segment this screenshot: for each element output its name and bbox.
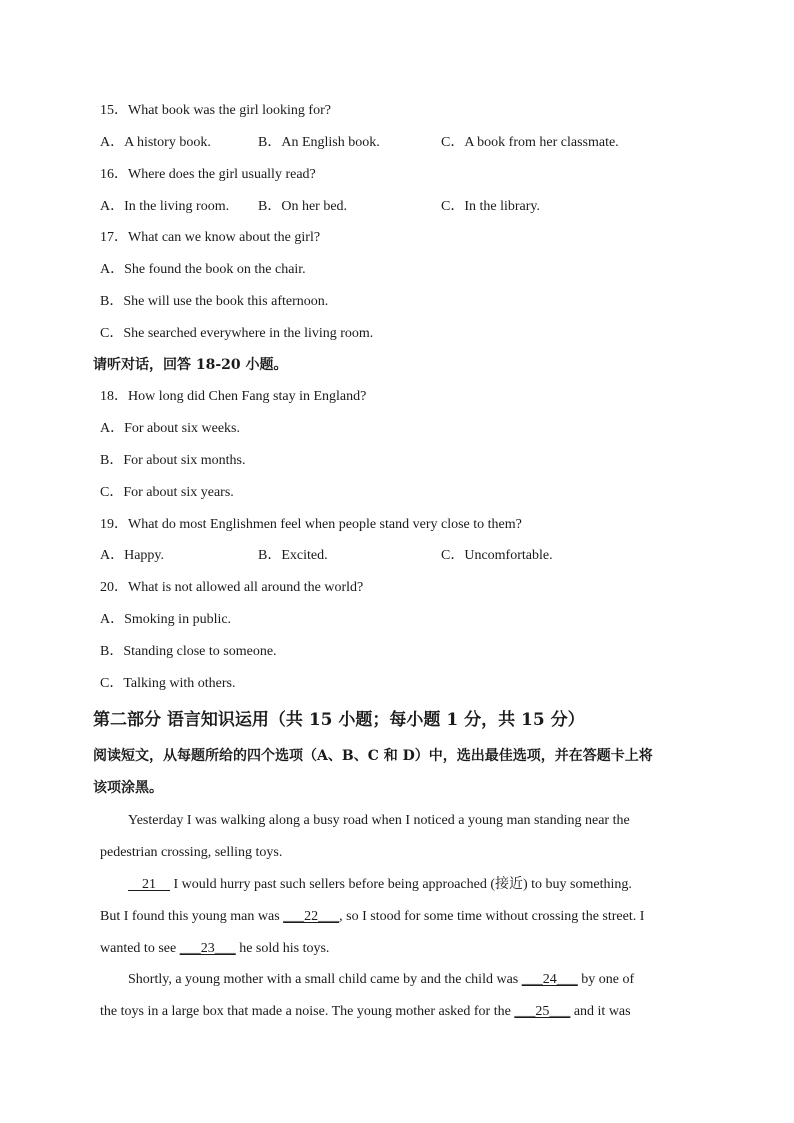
q16-option-a: A．In the living room. <box>100 199 230 214</box>
passage-text: Shortly, a young mother with a small child came by and the child was <box>128 972 522 987</box>
blank-23[interactable]: ___23___ <box>179 941 236 956</box>
passage-text: , so I stood for some time without crossing the street. I <box>339 909 645 924</box>
q17-option-a: A．She found the book on the chair. <box>100 262 306 277</box>
passage-text: wanted to see <box>100 941 180 956</box>
passage-line-4 <box>100 908 720 926</box>
passage-text: the toys in a large box that made a noise. The young mother asked for the <box>100 1004 515 1019</box>
blank-21[interactable]: 21 <box>128 877 170 892</box>
question-20: 20．What is not allowed all around the world? <box>100 580 364 595</box>
q19-option-b: B．Excited. <box>258 548 328 563</box>
q20-option-c: C．Talking with others. <box>100 676 236 691</box>
passage-line-3 <box>128 876 720 894</box>
q19-option-a: A．Happy. <box>100 548 165 563</box>
passage-text: by one of <box>577 972 635 987</box>
passage-text: he sold his toys. <box>235 941 330 956</box>
blank-24[interactable]: ___24___ <box>521 972 578 987</box>
q17-option-c: C．She searched everywhere in the living room. <box>100 326 374 341</box>
passage-text: and it was <box>570 1004 631 1019</box>
passage-line-2: pedestrian crossing, selling toys. <box>100 845 283 860</box>
q15-option-b: B．An English book. <box>258 135 380 150</box>
q16-option-b: B．On her bed. <box>258 199 348 214</box>
passage-line-7 <box>100 1003 720 1021</box>
question-17: 17．What can we know about the girl? <box>100 230 321 245</box>
blank-25[interactable]: ___25___ <box>514 1004 571 1019</box>
question-19: 19．What do most Englishmen feel when people stand very close to them? <box>100 517 522 532</box>
passage-line-6 <box>128 971 720 989</box>
q18-option-a: A．For about six weeks. <box>100 421 240 436</box>
q18-option-b: B．For about six months. <box>100 453 246 468</box>
question-18: 18．How long did Chen Fang stay in England? <box>100 389 367 404</box>
part-2-heading: 第二部分 语言知识运用（共 15 小题；每小题 1 分，共 15 分） <box>93 710 585 730</box>
q20-option-a: A．Smoking in public. <box>100 612 232 627</box>
section-18-20-instruction: 请听对话，回答 18-20 小题。 <box>93 357 288 373</box>
question-15: 15．What book was the girl looking for? <box>100 103 331 118</box>
passage-line-5 <box>100 940 720 958</box>
q18-option-c: C．For about six years. <box>100 485 234 500</box>
question-16: 16．Where does the girl usually read? <box>100 167 316 182</box>
passage-text: But I found this young man was <box>100 909 284 924</box>
q15-option-c: C．A book from her classmate. <box>441 135 619 150</box>
q20-option-b: B．Standing close to someone. <box>100 644 277 659</box>
q15-option-a: A．A history book. <box>100 135 211 150</box>
q19-option-c: C．Uncomfortable. <box>441 548 553 563</box>
passage-text: I would hurry past such sellers before being approached (接近) to buy something. <box>170 877 632 892</box>
q16-option-c: C．In the library. <box>441 199 541 214</box>
part-2-instruction-line-1: 阅读短文，从每题所给的四个选项（A、B、C 和 D）中，选出最佳选项，并在答题卡上将 <box>93 748 653 764</box>
part-2-instruction-line-2: 该项涂黑。 <box>93 780 163 796</box>
blank-22[interactable]: ___22___ <box>283 909 340 924</box>
q17-option-b: B．She will use the book this afternoon. <box>100 294 329 309</box>
passage-line-1: Yesterday I was walking along a busy road when I noticed a young man standing near the <box>128 813 630 828</box>
